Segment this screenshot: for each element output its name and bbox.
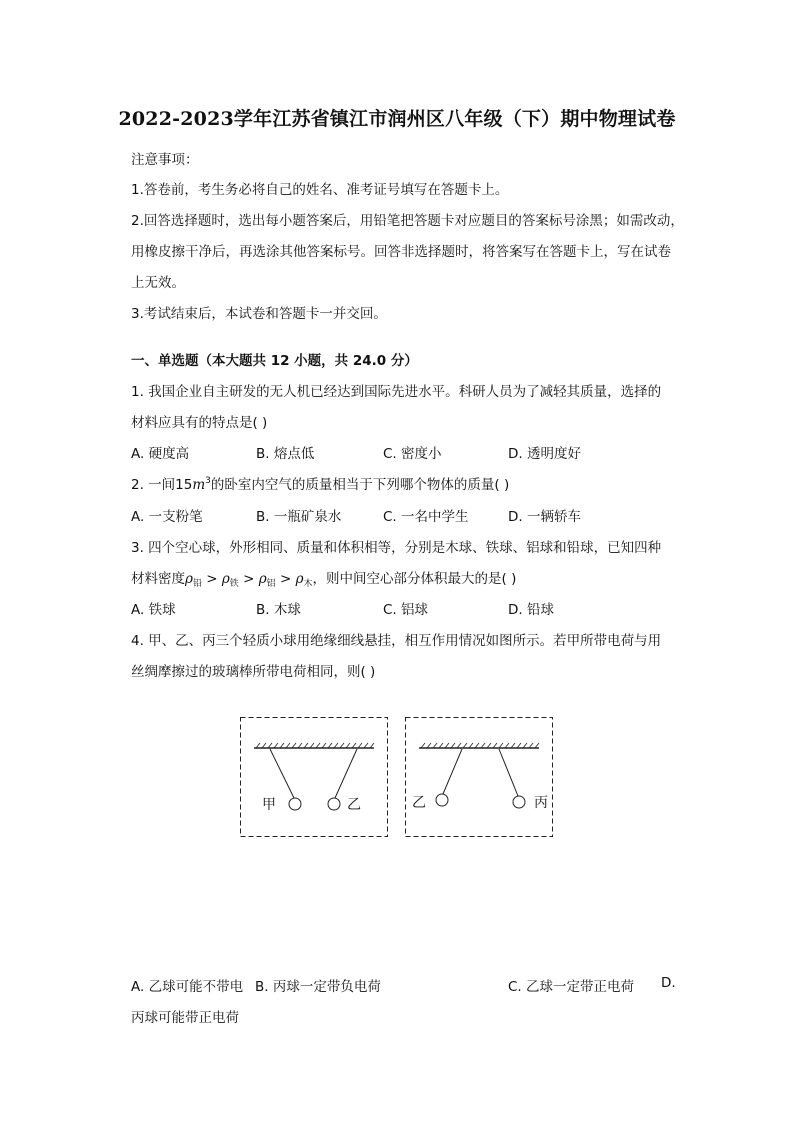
q3-line2-pre: 材料密度 — [131, 571, 185, 587]
q2-option-b: B. 一瓶矿泉水 — [256, 509, 342, 525]
ball-d — [513, 796, 525, 808]
label-ball-b: 乙 — [347, 797, 361, 813]
notice-item-3: 3.考试结束后，本试卷和答题卡一并交回。 — [131, 306, 387, 322]
label-ball-c: 乙 — [412, 795, 426, 811]
section-heading: 一、单选题（本大题共 12 小题，共 24.0 分） — [131, 353, 418, 369]
q4-option-b: B. 丙球一定带负电荷 — [255, 979, 381, 995]
notice-item-1: 1.答卷前，考生务必将自己的姓名、准考证号填写在答题卡上。 — [131, 182, 509, 198]
label-ball-d: 丙 — [534, 795, 548, 811]
q1-option-c: C. 密度小 — [383, 446, 442, 462]
rho-symbol: ρ — [221, 571, 230, 587]
exam-title: 2022-2023学年江苏省镇江市润州区八年级（下）期中物理试卷 — [118, 108, 676, 130]
thread-b — [335, 749, 357, 798]
q3-stem-line2 — [131, 567, 516, 589]
q2-volume-unit: m — [192, 477, 206, 493]
q4-option-a: A. 乙球可能不带电 — [131, 979, 244, 995]
q2-volume-number: 15 — [175, 477, 193, 493]
q1-option-a: A. 硬度高 — [131, 446, 190, 462]
q1-option-d: D. 透明度好 — [508, 446, 581, 462]
q2-stem-pre: 2. 一间 — [131, 477, 176, 493]
ball-a — [289, 798, 301, 810]
q3-option-c: C. 铝球 — [383, 602, 429, 618]
q3-line2-post: ，则中间空心部分体积最大的是( ) — [312, 571, 517, 587]
q3-stem-line1: 3. 四个空心球，外形相同、质量和体积相等，分别是木球、铁球、铝球和铅球，已知四种 — [131, 540, 662, 556]
panel-dashed-border — [406, 718, 553, 837]
q4-option-d-text: 丙球可能带正电荷 — [131, 1010, 239, 1026]
label-ball-a: 甲 — [262, 797, 276, 813]
q2-stem-post: 的卧室内空气的质量相当于下列哪个物体的质量( ) — [210, 477, 510, 493]
rho-subscript-lead: 铅 — [192, 579, 202, 589]
rho-symbol: ρ — [185, 571, 193, 587]
q4-stem-line2: 丝绸摩擦过的玻璃棒所带电荷相同，则( ) — [131, 664, 376, 680]
greater-than: > — [201, 571, 222, 587]
greater-than: > — [275, 571, 296, 587]
q4-stem-line1: 4. 甲、乙、丙三个轻质小球用绝缘细线悬挂，相互作用情况如图所示。若甲所带电荷与用 — [131, 633, 662, 649]
q2-option-d: D. 一辆轿车 — [508, 509, 581, 525]
rho-subscript-iron: 铁 — [229, 579, 239, 589]
notice-item-2-line3: 上无效。 — [131, 275, 185, 291]
thread-a — [270, 749, 294, 798]
rho-subscript-aluminium: 铝 — [266, 579, 276, 589]
q1-stem-line1: 1. 我国企业自主研发的无人机已经达到国际先进水平。科研人员为了减轻其质量，选择的 — [131, 384, 662, 400]
q1-option-b: B. 熔点低 — [256, 446, 315, 462]
rho-symbol: ρ — [295, 571, 304, 587]
ball-b — [328, 798, 340, 810]
figure-panel-right — [405, 717, 553, 837]
q4-option-d-label: D. — [661, 975, 676, 991]
notice-item-2-line2: 用橡皮擦干净后，再选涂其他答案标号。回答非选择题时，将答案写在答题卡上，写在试卷 — [131, 244, 671, 260]
q2-option-a: A. 一支粉笔 — [131, 509, 203, 525]
notice-item-2-line1: 2.回答选择题时，选出每小题答案后，用铅笔把答题卡对应题目的答案标号涂黑；如需改动， — [131, 213, 684, 229]
q3-option-b: B. 木球 — [256, 602, 301, 618]
notice-heading: 注意事项： — [131, 152, 199, 168]
thread-c — [443, 749, 462, 794]
q1-stem-line2: 材料应具有的特点是( ) — [131, 415, 268, 431]
panel-dashed-border — [241, 718, 388, 837]
rho-subscript-wood: 木 — [303, 579, 313, 589]
q2-volume-exponent: 3 — [205, 476, 211, 486]
ball-c — [436, 794, 448, 806]
q2-stem — [131, 473, 509, 493]
thread-d — [499, 749, 518, 796]
q3-option-a: A. 铁球 — [131, 602, 176, 618]
q4-option-c: C. 乙球一定带正电荷 — [508, 979, 635, 995]
figure-panel-left — [240, 717, 388, 837]
rho-symbol: ρ — [258, 571, 267, 587]
q2-option-c: C. 一名中学生 — [383, 509, 469, 525]
q3-option-d: D. 铅球 — [508, 602, 554, 618]
greater-than: > — [238, 571, 259, 587]
